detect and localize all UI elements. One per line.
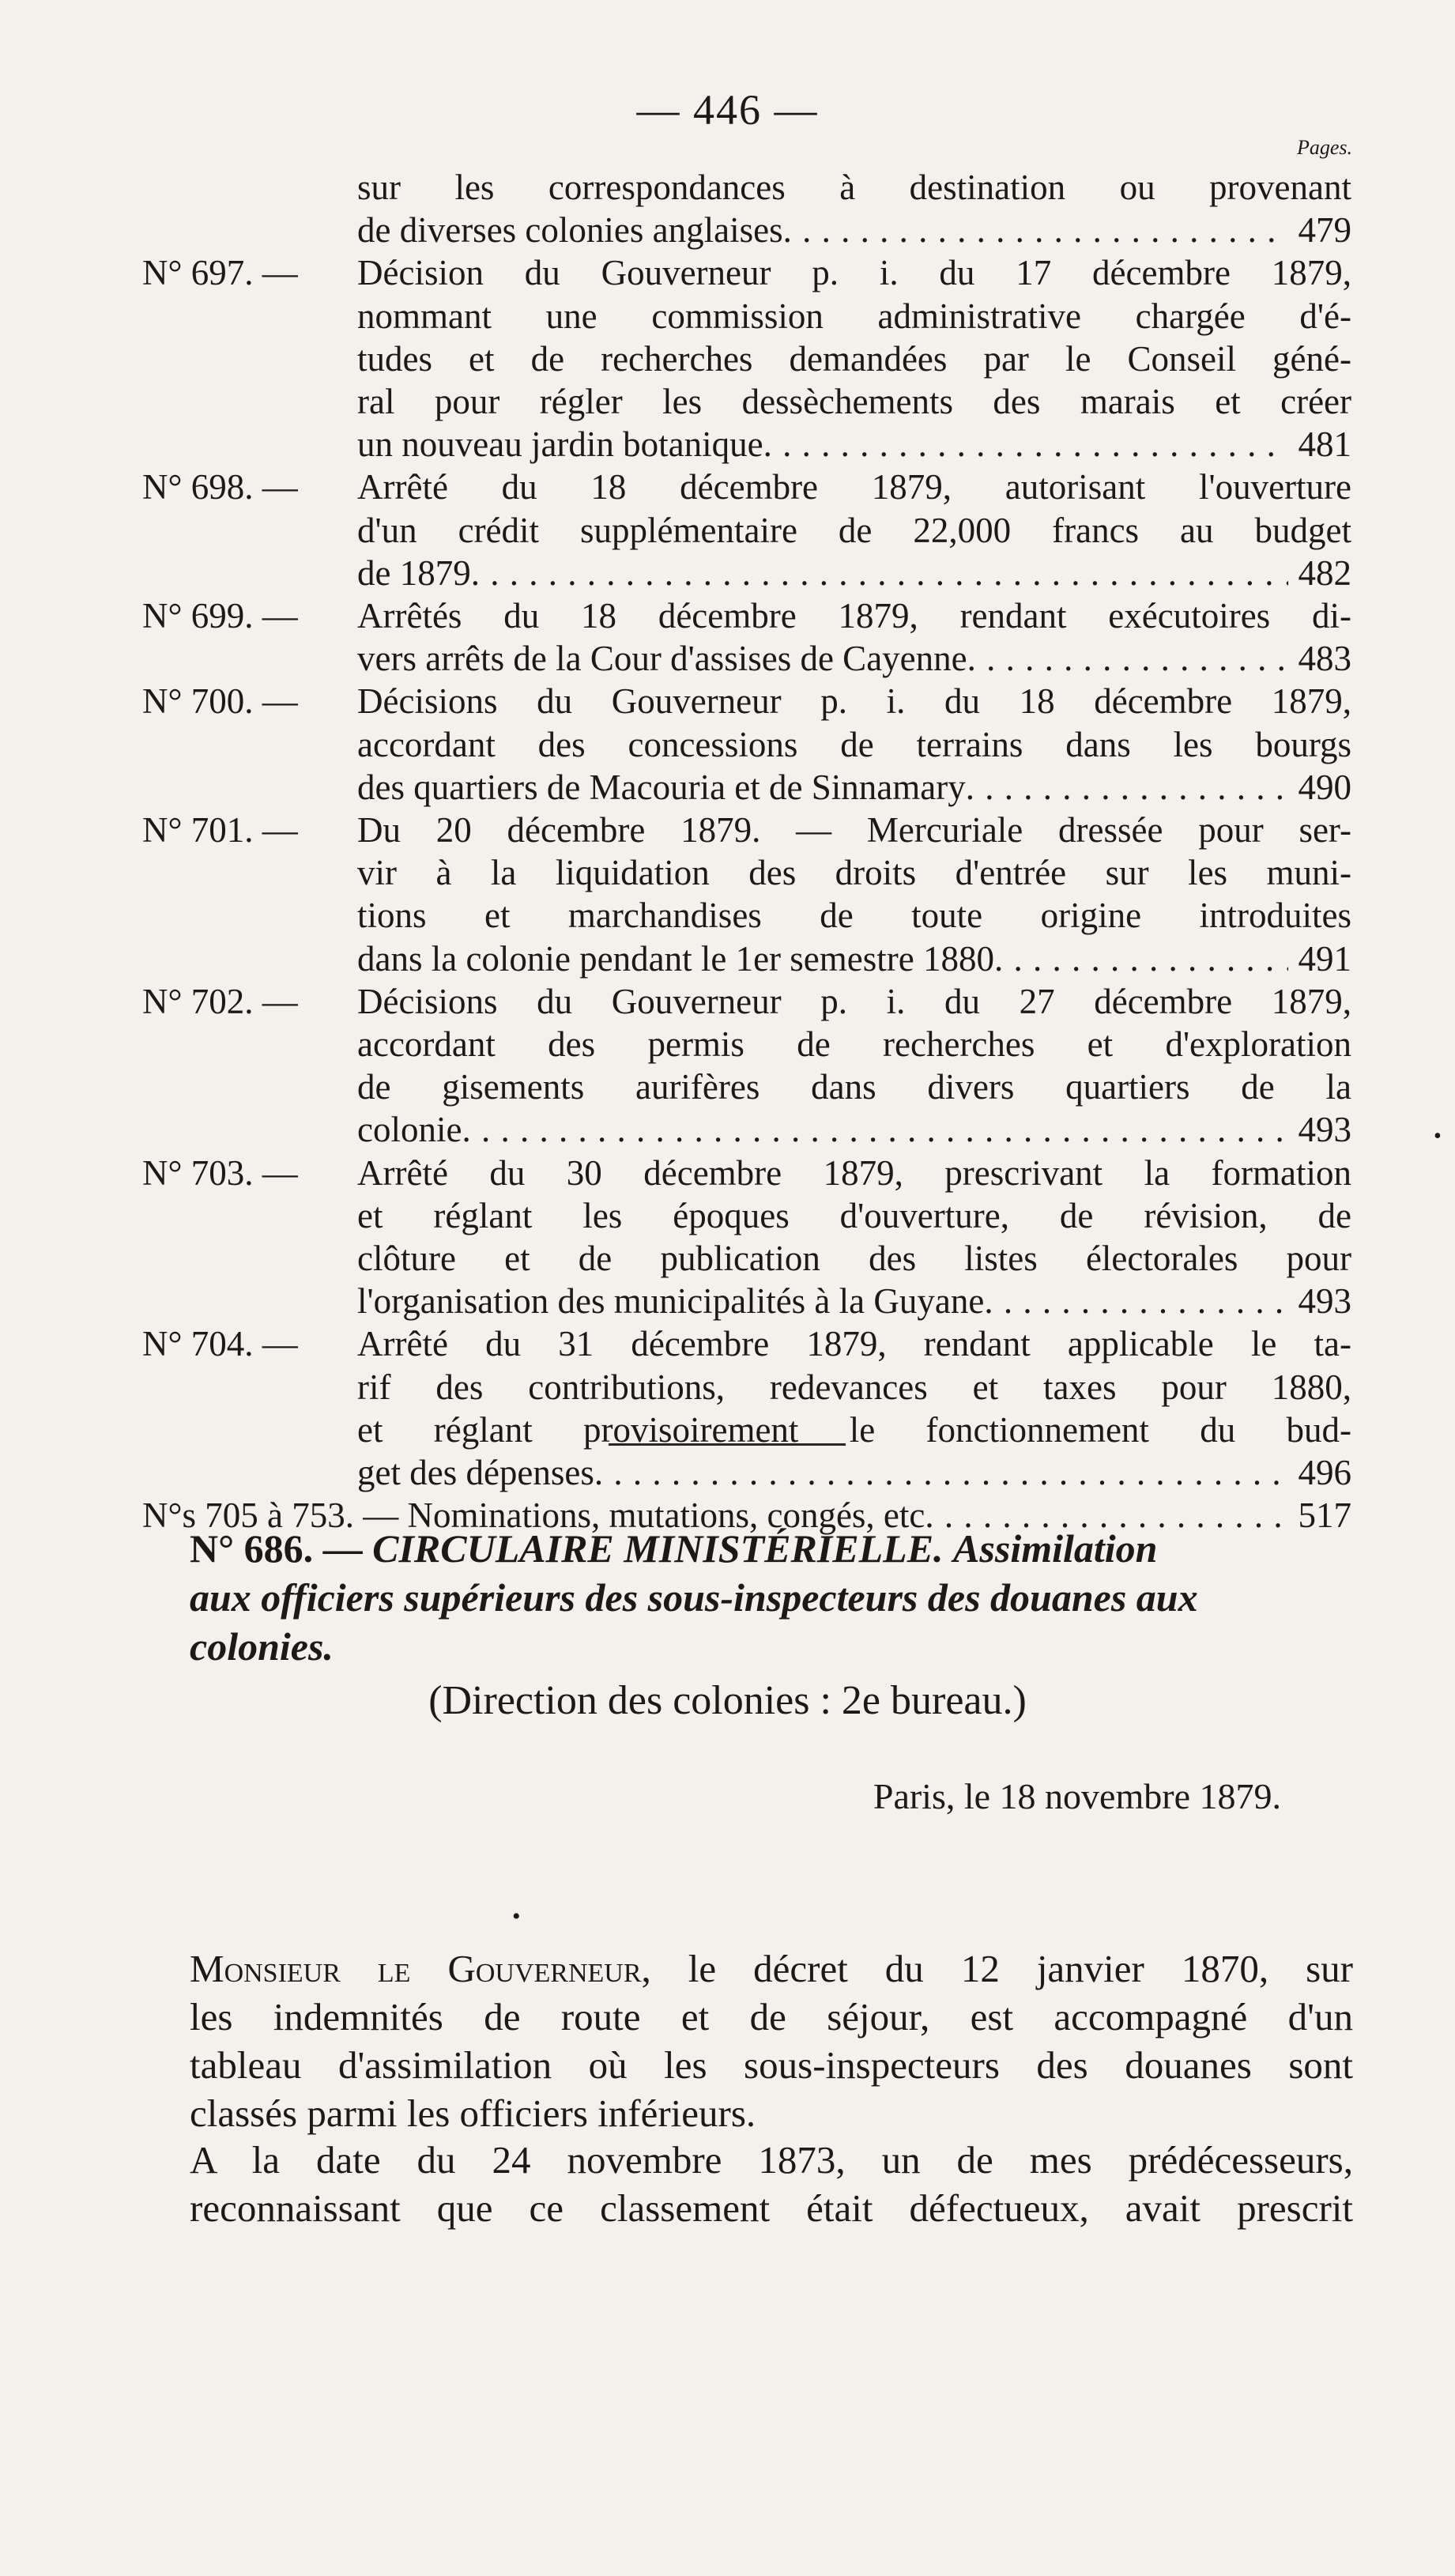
toc-entry: [142, 980, 1351, 1152]
leader-dots: [783, 209, 1288, 251]
paragraph-1-line-1: le décret du 12 janvier 1870, sur: [688, 1947, 1354, 1990]
pages-column-label: Pages.: [1296, 136, 1352, 159]
toc-entry-line: tudes et de recherches demandées par le Conseil géné-: [357, 338, 1351, 379]
toc-entry: [142, 594, 1351, 680]
toc-entry-number: N° 702. —: [142, 981, 298, 1021]
toc-page-number: 517: [1298, 1495, 1351, 1536]
toc-entry-number: N° 701. —: [142, 810, 298, 850]
dateline: Paris, le 18 novembre 1879.: [873, 1776, 1281, 1816]
toc-entry-number: N° 703. —: [142, 1152, 298, 1193]
circular-subtitle-2: aux officiers supérieurs des sous-inspecteurs des douanes aux: [190, 1575, 1198, 1620]
table-of-contents: [142, 166, 1351, 1537]
margin-mark: •: [1434, 1124, 1442, 1148]
leader-dots: [471, 552, 1288, 594]
toc-entry: [142, 680, 1351, 809]
paragraph-2-line-1: A la date du 24 novembre 1873, un de mes prédécesseurs,: [190, 2138, 1353, 2182]
toc-entry-line: Du 20 décembre 1879. — Mercuriale dressée pour ser-: [357, 810, 1351, 850]
leader-dots: [763, 423, 1288, 466]
circular-number: N° 686. —: [190, 1526, 363, 1571]
toc-entry-line: d'un crédit supplémentaire de 22,000 francs au budget: [357, 510, 1351, 550]
toc-entry-last-line: dans la colonie pendant le 1er semestre 1880: [357, 938, 994, 979]
toc-entry-line: Décision du Gouverneur p. i. du 17 décembre 1879,: [357, 253, 1351, 293]
toc-entry: [142, 1152, 1351, 1323]
toc-entry-line: Arrêté du 31 décembre 1879, rendant applicable le ta-: [357, 1324, 1351, 1364]
toc-entry-line: Décisions du Gouverneur p. i. du 27 décembre 1879,: [357, 981, 1351, 1021]
toc-entry-line: accordant des concessions de terrains dans les bourgs: [357, 724, 1351, 764]
section-divider: [609, 1443, 846, 1446]
toc-entry: [142, 251, 1351, 466]
circular-title: [190, 1524, 1351, 1671]
toc-page-number: 491: [1298, 938, 1351, 979]
toc-entry-line: Décisions du Gouverneur p. i. du 18 décembre 1879,: [357, 681, 1351, 722]
paragraph-1-line-3: tableau d'assimilation où les sous-inspecteurs des douanes sont: [190, 2043, 1353, 2087]
toc-entry-line: ral pour régler les dessèchements des marais et créer: [357, 382, 1351, 422]
toc-page-number: 479: [1298, 210, 1351, 251]
leader-dots: [594, 1451, 1288, 1494]
toc-entry-line: et réglant provisoirement le fonctionnement du bud-: [357, 1409, 1351, 1450]
toc-entry-number: N° 704. —: [142, 1324, 298, 1364]
paragraph-2-line-2: reconnaissant que ce classement était défectueux, avait prescrit: [190, 2186, 1353, 2230]
toc-entry-last-line: N°s 705 à 753. — Nominations, mutations, congés, etc: [142, 1495, 925, 1536]
paragraph-2: [190, 2136, 1353, 2232]
toc-entry-line: nommant une commission administrative chargée d'é-: [357, 296, 1351, 336]
leader-dots: [984, 1280, 1288, 1322]
toc-entry-line: vir à la liquidation des droits d'entrée sur les muni-: [357, 853, 1351, 893]
toc-entry-line: Arrêtés du 18 décembre 1879, rendant exécutoires di-: [357, 596, 1351, 636]
toc-page-number: 496: [1298, 1453, 1351, 1493]
toc-entry: [142, 1322, 1351, 1494]
salutation: Monsieur le Gouverneur,: [190, 1947, 651, 1990]
toc-entry: [142, 809, 1351, 980]
paragraph-1: [190, 1944, 1353, 2137]
toc-entry-line: de gisements aurifères dans divers quartiers de la: [357, 1067, 1351, 1107]
toc-entry-number: N° 698. —: [142, 467, 298, 507]
toc-entry-line: Arrêté du 18 décembre 1879, autorisant l'ouverture: [357, 467, 1351, 507]
toc-page-number: 493: [1298, 1110, 1351, 1150]
toc-page-number: 493: [1298, 1281, 1351, 1322]
toc-entry-last-line: l'organisation des municipalités à la Guyane: [357, 1281, 985, 1322]
toc-page-number: 490: [1298, 767, 1351, 807]
circular-subtitle-1: Assimilation: [953, 1526, 1158, 1571]
toc-entry-line: sur les correspondances à destination ou provenant: [357, 168, 1351, 207]
direction-line: (Direction des colonies : 2e bureau.): [428, 1678, 1027, 1723]
leader-dots: [967, 637, 1288, 680]
toc-entry-last-line: de 1879: [357, 553, 471, 593]
leader-dots: [994, 937, 1288, 980]
toc-page-number: 483: [1298, 639, 1351, 679]
toc-entry-line: clôture et de publication des listes électorales pour: [357, 1239, 1351, 1279]
toc-entry-last-line: des quartiers de Macouria et de Sinnamary: [357, 767, 966, 807]
toc-page-number: 482: [1298, 553, 1351, 593]
toc-entry-number: N° 699. —: [142, 596, 298, 636]
toc-entry-last-line: de diverses colonies anglaises: [357, 210, 783, 251]
ink-mark: •: [512, 1903, 521, 1929]
toc-entry: [142, 466, 1351, 594]
toc-entry-line: rif des contributions, redevances et taxes pour 1880,: [357, 1367, 1351, 1407]
toc-entry-line: et réglant les époques d'ouverture, de révision, de: [357, 1195, 1351, 1235]
paragraph-1-line-2: les indemnités de route et de séjour, est accompagné d'un: [190, 1995, 1353, 2039]
toc-entry: [142, 166, 1351, 251]
toc-entry-line: accordant des permis de recherches et d'exploration: [357, 1024, 1351, 1065]
toc-entry-number: N° 697. —: [142, 253, 298, 293]
toc-entry-line: Arrêté du 30 décembre 1879, prescrivant la formation: [357, 1152, 1351, 1193]
toc-entry-line: tions et marchandises de toute origine introduites: [357, 896, 1351, 936]
toc-entry-number: N° 700. —: [142, 681, 298, 722]
page-header: — 446 —: [636, 86, 819, 134]
toc-entry-last-line: get des dépenses: [357, 1453, 594, 1493]
toc-page-number: 481: [1298, 424, 1351, 465]
toc-entry-last-line: colonie: [357, 1110, 462, 1150]
paragraph-1-line-4: classés parmi les officiers inférieurs.: [190, 2091, 756, 2135]
leader-dots: [966, 766, 1288, 809]
circular-subtitle-3: colonies.: [190, 1624, 334, 1669]
toc-entry-last-line: vers arrêts de la Cour d'assises de Cayenne: [357, 639, 967, 679]
leader-dots: [462, 1108, 1288, 1151]
toc-entry-last-line: un nouveau jardin botanique: [357, 424, 763, 465]
circular-heading: CIRCULAIRE MINISTÉRIELLE.: [372, 1526, 944, 1571]
